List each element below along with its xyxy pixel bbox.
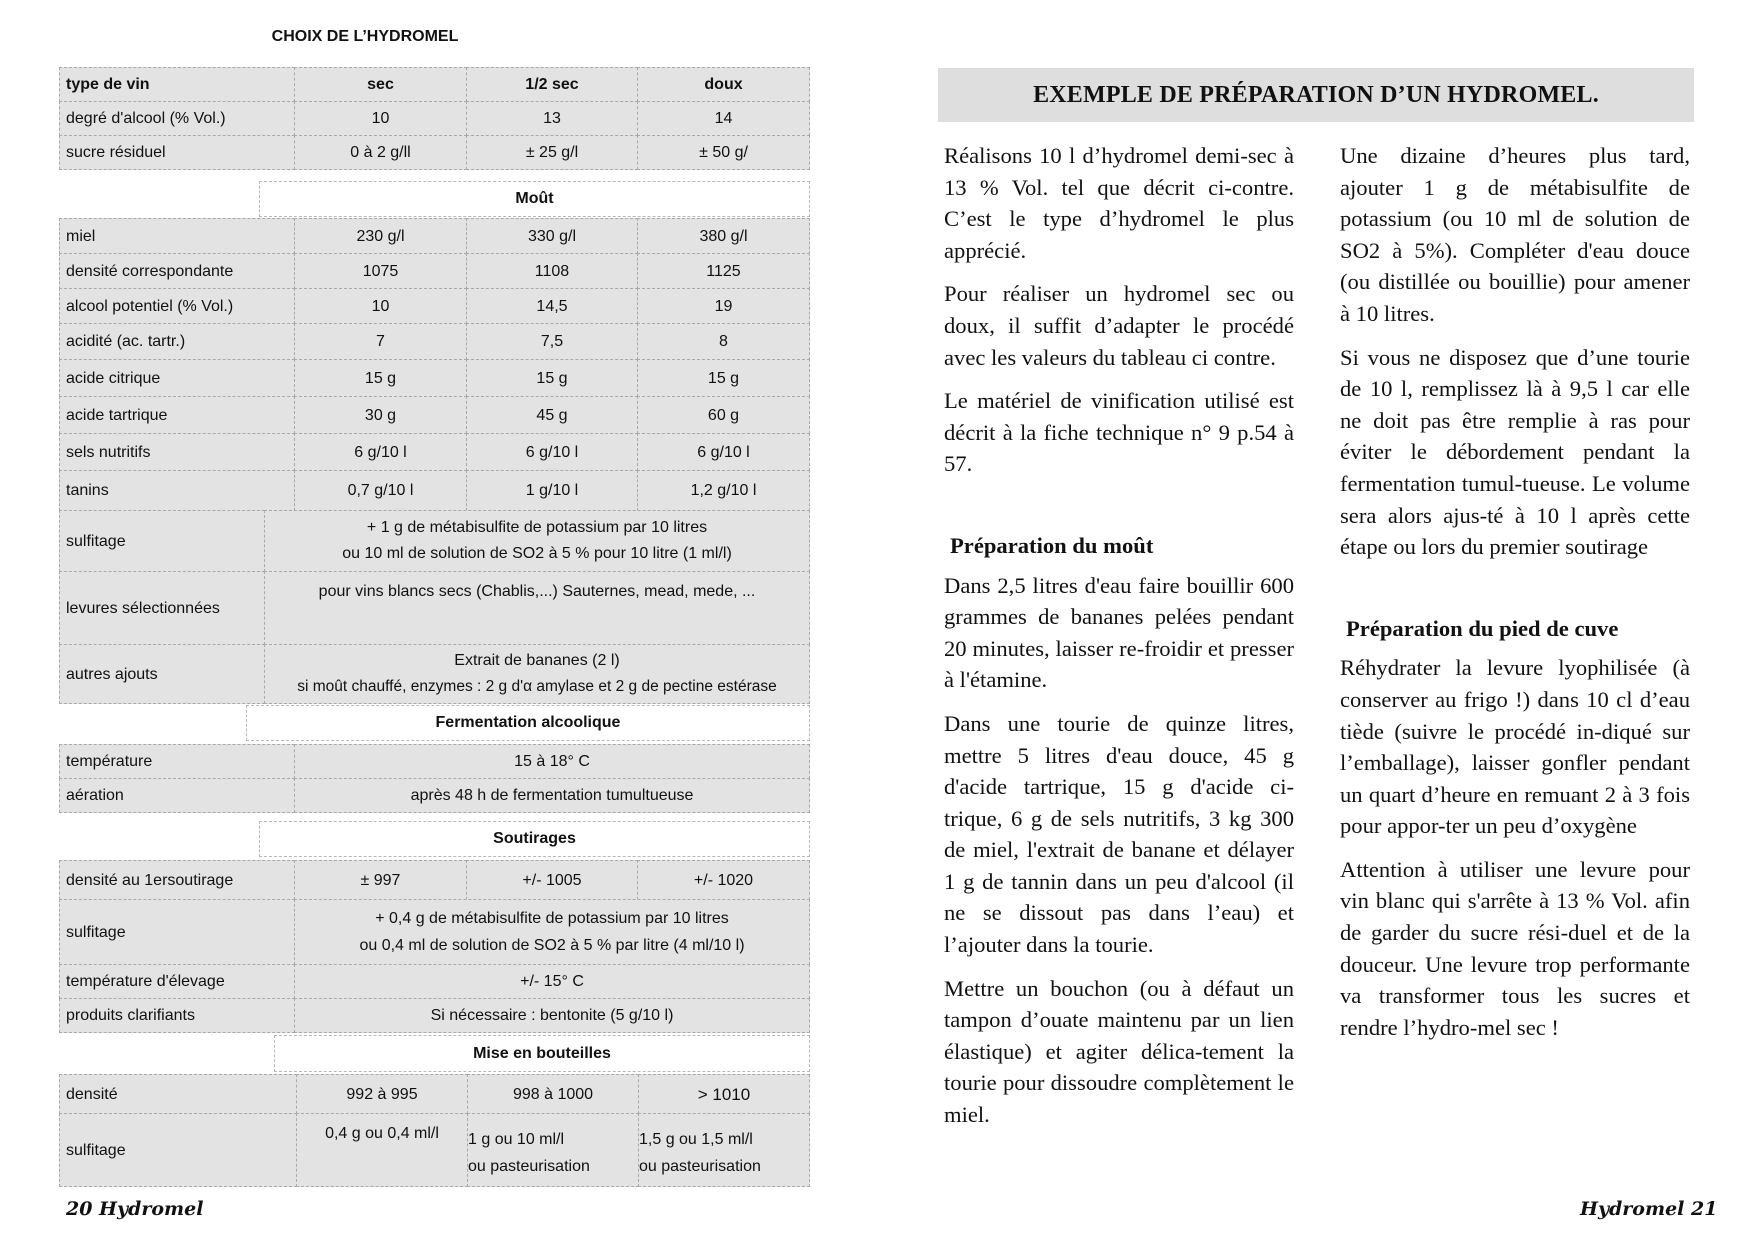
table-cell: 7,5: [466, 323, 638, 360]
table-cell: ± 50 g/: [637, 135, 810, 170]
table-row-label: densité: [59, 1074, 297, 1114]
table-cell: 30 g: [294, 396, 467, 434]
table-row-label: alcool potentiel (% Vol.): [59, 288, 295, 324]
table-row-label: densité au 1ersoutirage: [59, 860, 295, 900]
table-cell: 45 g: [466, 396, 638, 434]
paragraph: Dans 2,5 litres d'eau faire bouillir 600 grammes de bananes pelées pendant 20 minutes, laisser re-froidir et presser à l'étamine.: [944, 572, 1294, 693]
table-cell: 15 g: [637, 359, 810, 397]
table-cell: 992 à 995: [296, 1074, 468, 1114]
table-row-label: température: [59, 744, 295, 779]
paragraph: Si vous ne disposez que d’une tourie de 10 l, remplissez là à 9,5 l car elle ne doit pas être remplie à ras pour éviter le débordement pendant la fermentation tumul-tueuse. Le volume sera alors ajus-té à 10 l après cette étape ou lors du premier soutirage: [1340, 344, 1690, 560]
sulfitage2-value: [294, 899, 810, 965]
left-page-footer: 20 Hydromel: [66, 1198, 204, 1220]
table-row-label: tanins: [59, 470, 295, 511]
paragraph: Réalisons 10 l d’hydromel demi-sec à 13 % Vol. tel que décrit ci-contre. C’est le type d’hydromel le plus apprécié.: [944, 143, 1294, 263]
table-row-label: acide citrique: [59, 359, 295, 397]
table-cell: 15 g: [466, 359, 638, 397]
bout-sulfitage-c2b: ou pasteurisation: [468, 1158, 590, 1175]
table-row-label: densité correspondante: [59, 253, 295, 289]
table-row-label: température d'élevage: [59, 964, 295, 999]
table-row-label: acide tartrique: [59, 396, 295, 434]
table-cell: 14,5: [466, 288, 638, 324]
table-title: CHOIX DE L’HYDROMEL: [271, 28, 459, 45]
table-row-label: produits clarifiants: [59, 998, 295, 1033]
bout-sulfitage-c3a: 1,5 g ou 1,5 ml/l: [639, 1131, 753, 1148]
sulfitage-line1: + 1 g de métabisulfite de potassium par 10 litres: [366, 519, 708, 536]
bout-sulfitage-c2a: 1 g ou 10 ml/l: [468, 1131, 565, 1148]
table-cell: 60 g: [637, 396, 810, 434]
sulfitage-line2: ou 10 ml de solution de SO2 à 5 % pour 10 litre (1 ml/l): [342, 545, 732, 562]
table-cell: 0 à 2 g/ll: [294, 135, 467, 170]
paragraph: Mettre un bouchon (ou à défaut un tampon d’ouate maintenu par un lien élastique) et agiter délica-tement la tourie pour dissoudre complètement le miel.: [944, 975, 1294, 1128]
header-doux: doux: [637, 67, 810, 102]
right-page-header: EXEMPLE DE PRÉPARATION D’UN HYDROMEL.: [938, 68, 1694, 122]
table-cell: 19: [637, 288, 810, 324]
autres-line2: si moût chauffé, enzymes : 2 g d'α amylase et 2 g de pectine estérase: [297, 678, 777, 695]
paragraph: Dans une tourie de quinze litres, mettre 5 litres d'eau douce, 45 g d'acide tartrique, 15 g d'acide ci-trique, 6 g de sels nutritifs, 3 kg 300 de miel, l'extrait de banane et délayer 1 g de tannin dans un peu d'alcool (il ne se dissout pas dans l’eau) et l’ajouter dans la tourie.: [944, 710, 1294, 958]
table-cell: 15 à 18° C: [294, 744, 810, 779]
autres-line1: Extrait de bananes (2 l): [454, 652, 620, 669]
table-cell: 0,7 g/10 l: [294, 470, 467, 511]
table-cell: +/- 1005: [466, 860, 638, 900]
sulfitage2-line1: + 0,4 g de métabisulfite de potassium par 10 litres: [375, 910, 729, 927]
table-row-label: sucre résiduel: [59, 135, 295, 170]
autres-value: [264, 644, 810, 704]
table-cell: 1 g/10 l: [466, 470, 638, 511]
table-row-label: aération: [59, 778, 295, 813]
table-cell: 15 g: [294, 359, 467, 397]
autres-label: autres ajouts: [59, 644, 265, 704]
sulfitage2-line2: ou 0,4 ml de solution de SO2 à 5 % par litre (4 ml/10 l): [359, 937, 745, 954]
levures-label: levures sélectionnées: [59, 571, 265, 645]
sulfitage2-label: sulfitage: [59, 899, 295, 965]
table-cell: 1108: [466, 253, 638, 289]
text-column-1: [944, 140, 1294, 1143]
table-row-label: sels nutritifs: [59, 433, 295, 471]
bout-sulfitage-sec: 0,4 g ou 0,4 ml/l: [296, 1113, 468, 1187]
section-heading: Préparation du moût: [950, 532, 1154, 558]
sulfitage-value: [264, 510, 810, 572]
table-cell: +/- 1020: [637, 860, 810, 900]
paragraph: Le matériel de vinification utilisé est décrit à la fiche technique n° 9 p.54 à 57.: [944, 388, 1294, 477]
levures-value: pour vins blancs secs (Chablis,...) Sauternes, mead, mede, ...: [264, 571, 810, 645]
paragraph: Réhydrater la levure lyophilisée (à conserver au frigo !) dans 10 cl d’eau tiède (suivre le procédé in-diqué sur l’emballage), laisser gonfler pendant un quart d’heure en remuant 2 à 3 fois pour appor-ter un peu d’oxygène: [1340, 655, 1690, 839]
section-fermentation: Fermentation alcoolique: [246, 705, 810, 741]
table-cell: 7: [294, 323, 467, 360]
table-cell: 1125: [637, 253, 810, 289]
table-cell: 230 g/l: [294, 218, 467, 254]
section-heading: Préparation du pied de cuve: [1346, 615, 1619, 641]
table-cell: ± 997: [294, 860, 467, 900]
text-column-2: [1340, 140, 1690, 1055]
table-cell: 8: [637, 323, 810, 360]
bout-sulfitage-label: sulfitage: [59, 1113, 297, 1187]
right-page-footer: Hydromel 21: [1580, 1198, 1718, 1220]
header-type: type de vin: [59, 67, 295, 102]
paragraph: Attention à utiliser une levure pour vin blanc qui s'arrête à 13 % Vol. afin de garder du sucre rési-duel et de la douceur. Une levure trop performante va transformer tous les sucres et rendre l’hydro-mel sec !: [1340, 856, 1690, 1040]
bout-sulfitage-demi-sec: [467, 1113, 639, 1187]
table-cell: 1075: [294, 253, 467, 289]
header-demi-sec: 1/2 sec: [466, 67, 638, 102]
table-cell: Si nécessaire : bentonite (5 g/10 l): [294, 998, 810, 1033]
table-cell: 10: [294, 101, 467, 136]
table-cell: ± 25 g/l: [466, 135, 638, 170]
table-cell: 1,2 g/10 l: [637, 470, 810, 511]
table-cell: 998 à 1000: [467, 1074, 639, 1114]
section-mout: Moût: [259, 181, 810, 217]
table-cell: +/- 15° C: [294, 964, 810, 999]
table-cell: 330 g/l: [466, 218, 638, 254]
table-cell: 14: [637, 101, 810, 136]
header-sec: sec: [294, 67, 467, 102]
table-cell: après 48 h de fermentation tumultueuse: [294, 778, 810, 813]
table-cell: 13: [466, 101, 638, 136]
table-row-label: degré d'alcool (% Vol.): [59, 101, 295, 136]
table-cell: > 1010: [638, 1074, 810, 1114]
table-cell: 6 g/10 l: [637, 433, 810, 471]
section-soutirages: Soutirages: [259, 821, 810, 857]
table-cell: 10: [294, 288, 467, 324]
paragraph: Une dizaine d’heures plus tard, ajouter 1 g de métabisulfite de potassium (ou 10 ml de solution de SO2 à 5%). Compléter d'eau douce (ou distillée ou bouillie) pour amener à 10 litres.: [1340, 143, 1690, 326]
table-cell: 380 g/l: [637, 218, 810, 254]
table-cell: 6 g/10 l: [466, 433, 638, 471]
table-row-label: miel: [59, 218, 295, 254]
paragraph: Pour réaliser un hydromel sec ou doux, il suffit d’adapter le procédé avec les valeurs du tableau ci contre.: [944, 281, 1294, 370]
table-row-label: acidité (ac. tartr.): [59, 323, 295, 360]
section-bouteilles: Mise en bouteilles: [274, 1035, 810, 1072]
sulfitage-label: sulfitage: [59, 510, 265, 572]
table-cell: 6 g/10 l: [294, 433, 467, 471]
bout-sulfitage-doux: [638, 1113, 810, 1187]
bout-sulfitage-c3b: ou pasteurisation: [639, 1158, 761, 1175]
